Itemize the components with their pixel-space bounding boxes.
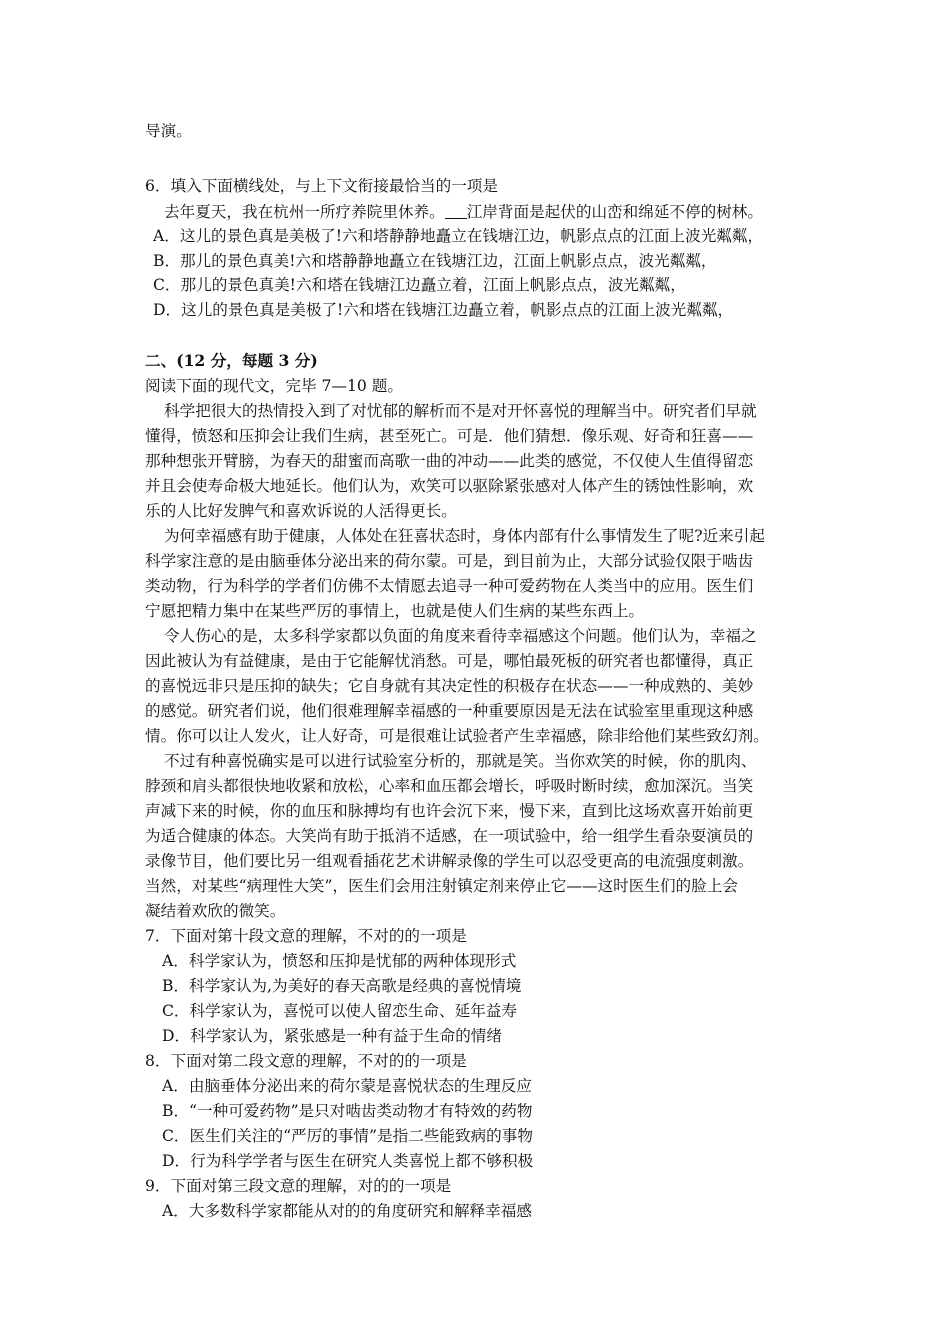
- paragraph-1-line: 乐的人比好发脾气和喜欢诉说的人活得更长。: [145, 502, 457, 520]
- question-6-stem: 6．填入下面横线处，与上下文衔接最恰当的一项是: [145, 177, 498, 195]
- paragraph-4-line: 当然，对某些“病理性大笑”，医生们会用注射镇定剂来停止它——这时医生们的脸上会: [145, 877, 738, 895]
- question-8-stem: 8．下面对第二段文意的理解，不对的的一项是: [145, 1052, 467, 1070]
- question-7-option-a: A．科学家认为，愤怒和压抑是忧郁的两种体现形式: [162, 952, 517, 970]
- paragraph-3-line: 的喜悦远非只是压抑的缺失；它自身就有其决定性的积极存在状态——一种成熟的、美妙: [145, 677, 754, 695]
- paragraph-4-line: 为适合健康的体态。大笑尚有助于抵消不适感，在一项试验中，给一组学生看杂耍演员的: [145, 827, 754, 845]
- section-2-heading: 二、(12 分，每题 3 分): [145, 351, 318, 370]
- question-8-option-d: D．行为科学学者与医生在研究人类喜悦上都不够积极: [162, 1152, 534, 1170]
- question-6-option-b: B．那儿的景色真美!六和塔静静地矗立在钱塘江边，江面上帆影点点，波光粼粼，: [153, 252, 717, 270]
- question-8-option-c: C．医生们关注的“严厉的事情”是指二些能致病的事物: [162, 1127, 533, 1145]
- paragraph-3-line: 令人伤心的是，太多科学家都以负面的角度来看待幸福感这个问题。他们认为，幸福之: [164, 627, 757, 645]
- paragraph-2-line: 为何幸福感有助于健康，人体处在狂喜状态时，身体内部有什么事情发生了呢?近来引起: [164, 527, 765, 545]
- question-6-option-a: A．这儿的景色真是美极了!六和塔静静地矗立在钱塘江边，帆影点点的江面上波光粼粼，: [153, 227, 764, 245]
- paragraph-4-line: 录像节目，他们要比另一组观看插花艺术讲解录像的学生可以忍受更高的电流强度刺激。: [145, 852, 754, 870]
- paragraph-2-line: 宁愿把精力集中在某些严厉的事情上，也就是使人们生病的某些东西上。: [145, 602, 645, 620]
- section-2-instruction: 阅读下面的现代文，完毕 7—10 题。: [145, 377, 403, 395]
- context-text-a: 去年夏天，我在杭州一所疗养院里休养。: [164, 203, 445, 221]
- question-6-option-d: D．这儿的景色真是美极了!六和塔在钱塘江边矗立着，帆影点点的江面上波光粼粼，: [153, 301, 734, 319]
- paragraph-1-line: 懂得，愤怒和压抑会让我们生病，甚至死亡。可是．他们猜想．像乐观、好奇和狂喜——: [145, 427, 754, 445]
- text-line: 导演。: [145, 122, 192, 140]
- paragraph-1-line: 科学把很大的热情投入到了对忧郁的解析而不是对开怀喜悦的理解当中。研究者们早就: [164, 402, 757, 420]
- paragraph-3-line: 因此被认为有益健康，是由于它能解忧消愁。可是，哪怕最死板的研究者也都懂得，真正: [145, 652, 754, 670]
- question-7-option-c: C．科学家认为，喜悦可以使人留恋生命、延年益寿: [162, 1002, 517, 1020]
- paragraph-2-line: 科学家注意的是由脑垂体分泌出来的荷尔蒙。可是，到目前为止，大部分试验仅限于啮齿: [145, 552, 754, 570]
- paragraph-4-line: 凝结着欢欣的微笑。: [145, 902, 286, 920]
- question-6-option-c: C．那儿的景色真美!六和塔在钱塘江边矗立着，江面上帆影点点，波光粼粼，: [153, 276, 686, 294]
- question-8-option-b: B．“一种可爱药物”是只对啮齿类动物才有特效的药物: [162, 1102, 533, 1120]
- paragraph-1-line: 那种想张开臂膀，为春天的甜蜜而高歌一曲的冲动——此类的感觉，不仅使人生值得留恋: [145, 452, 754, 470]
- question-6-context: [164, 200, 810, 224]
- paragraph-4-line: 脖颈和肩头都很快地收紧和放松，心率和血压都会增长，呼吸时断时续，愈加深沉。当笑: [145, 777, 754, 795]
- question-8-option-a: A．由脑垂体分泌出来的荷尔蒙是喜悦状态的生理反应: [162, 1077, 532, 1095]
- question-7-option-b: B．科学家认为,为美好的春天高歌是经典的喜悦情境: [162, 977, 522, 995]
- paragraph-1-line: 并且会使寿命极大地延长。他们认为，欢笑可以驱除紧张感对人体产生的锈蚀性影响，欢: [145, 477, 754, 495]
- question-9-stem: 9．下面对第三段文意的理解，对的的一项是: [145, 1177, 452, 1195]
- paragraph-4-line: 声减下来的时候，你的血压和脉搏均有也许会沉下来，慢下来，直到比这场欢喜开始前更: [145, 802, 754, 820]
- paragraph-3-line: 的感觉。研究者们说，他们很难理解幸福感的一种重要原因是无法在试验室里重现这种感: [145, 702, 754, 720]
- question-7-stem: 7．下面对第十段文意的理解，不对的的一项是: [145, 927, 467, 945]
- fill-blank: [445, 202, 467, 219]
- context-text-b: 江岸背面是起伏的山峦和绵延不停的树林。: [466, 203, 763, 221]
- paragraph-4-line: 不过有种喜悦确实是可以进行试验室分析的，那就是笑。当你欢笑的时候，你的肌肉、: [164, 752, 757, 770]
- paragraph-2-line: 类动物，行为科学的学者们仿佛不太情愿去追寻一种可爱药物在人类当中的应用。医生们: [145, 577, 754, 595]
- question-9-option-a: A．大多数科学家都能从对的的角度研究和解释幸福感: [162, 1202, 532, 1220]
- question-7-option-d: D．科学家认为，紧张感是一种有益于生命的情绪: [162, 1027, 502, 1045]
- paragraph-3-line: 情。你可以让人发火，让人好奇，可是很难让试验者产生幸福感，除非给他们某些致幻剂。: [145, 727, 769, 745]
